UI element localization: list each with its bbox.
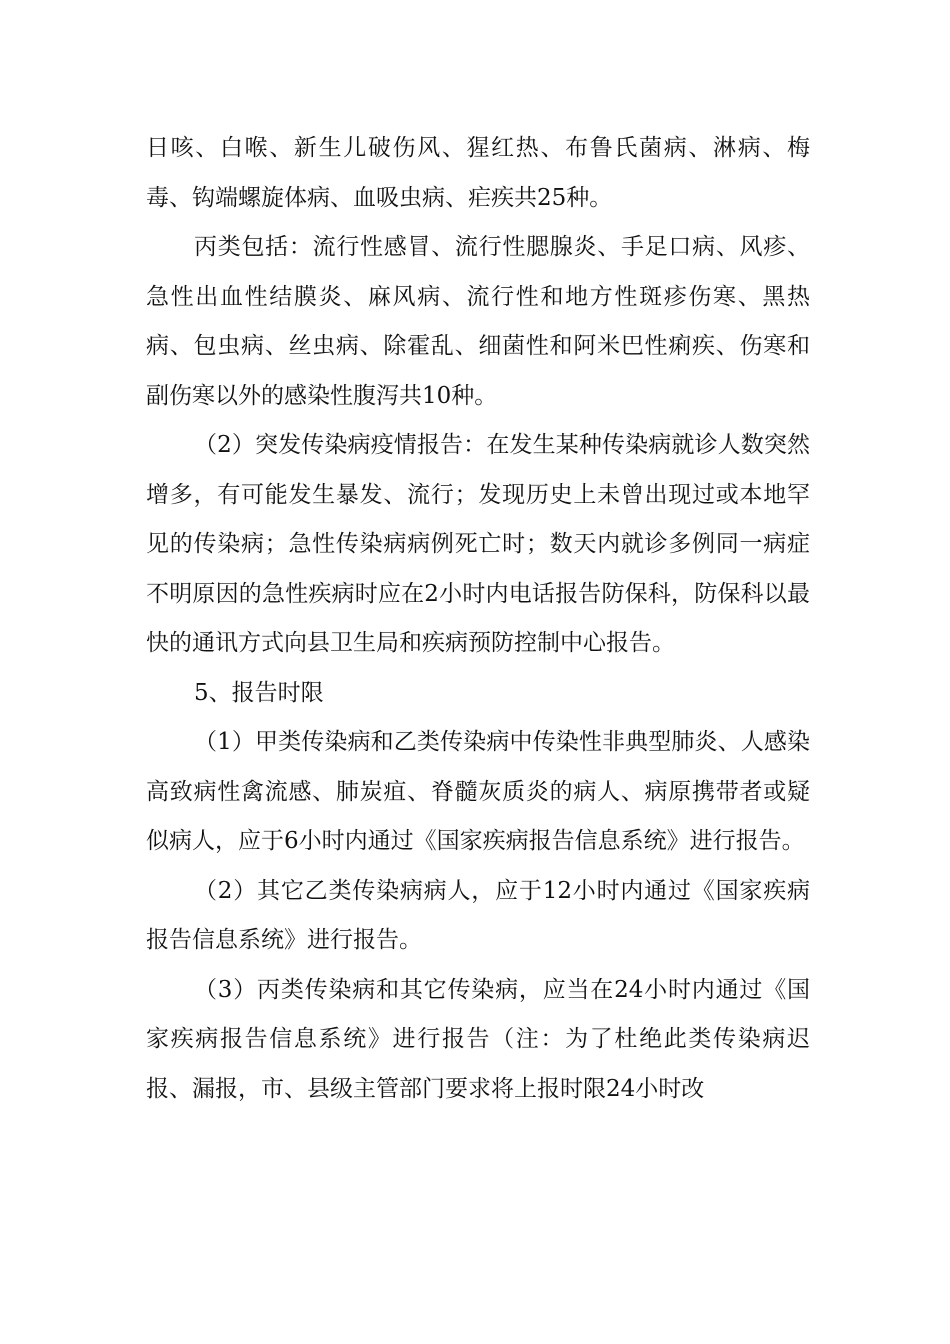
- paragraph-time-limit-2: （2）其它乙类传染病病人，应于12小时内通过《国家疾病报告信息系统》进行报告。: [146, 877, 810, 953]
- paragraph-disease-list-continued: 日咳、白喉、新生儿破伤风、猩红热、布鲁氏菌病、淋病、梅毒、钩端螺旋体病、血吸虫病、疟疾共25种。: [146, 135, 810, 211]
- section-heading-report-time-limit: 5、报告时限: [194, 679, 324, 706]
- paragraph-outbreak-report: （2）突发传染病疫情报告：在发生某种传染病就诊人数突然增多，有可能发生暴发、流行；发现历史上未曾出现过或本地罕见的传染病；急性传染病病例死亡时；数天内就诊多例同一病症不明原因的急性疾病时应在2小时内电话报告防保科，防保科以最快的通讯方式向县卫生局和疾病预防控制中心报告。: [146, 432, 810, 656]
- paragraph-time-limit-3: （3）丙类传染病和其它传染病，应当在24小时内通过《国家疾病报告信息系统》进行报告（注：为了杜绝此类传染病迟报、漏报，市、县级主管部门要求将上报时限24小时改: [146, 976, 810, 1102]
- document-body: [146, 124, 810, 1114]
- paragraph-class-c-diseases: 丙类包括：流行性感冒、流行性腮腺炎、手足口病、风疹、急性出血性结膜炎、麻风病、流行性和地方性斑疹伤寒、黑热病、包虫病、丝虫病、除霍乱、细菌性和阿米巴性痢疾、伤寒和副伤寒以外的感染性腹泻共10种。: [146, 234, 810, 409]
- paragraph-time-limit-1: （1）甲类传染病和乙类传染病中传染性非典型肺炎、人感染高致病性禽流感、肺炭疽、脊髓灰质炎的病人、病原携带者或疑似病人，应于6小时内通过《国家疾病报告信息系统》进行报告。: [146, 729, 810, 854]
